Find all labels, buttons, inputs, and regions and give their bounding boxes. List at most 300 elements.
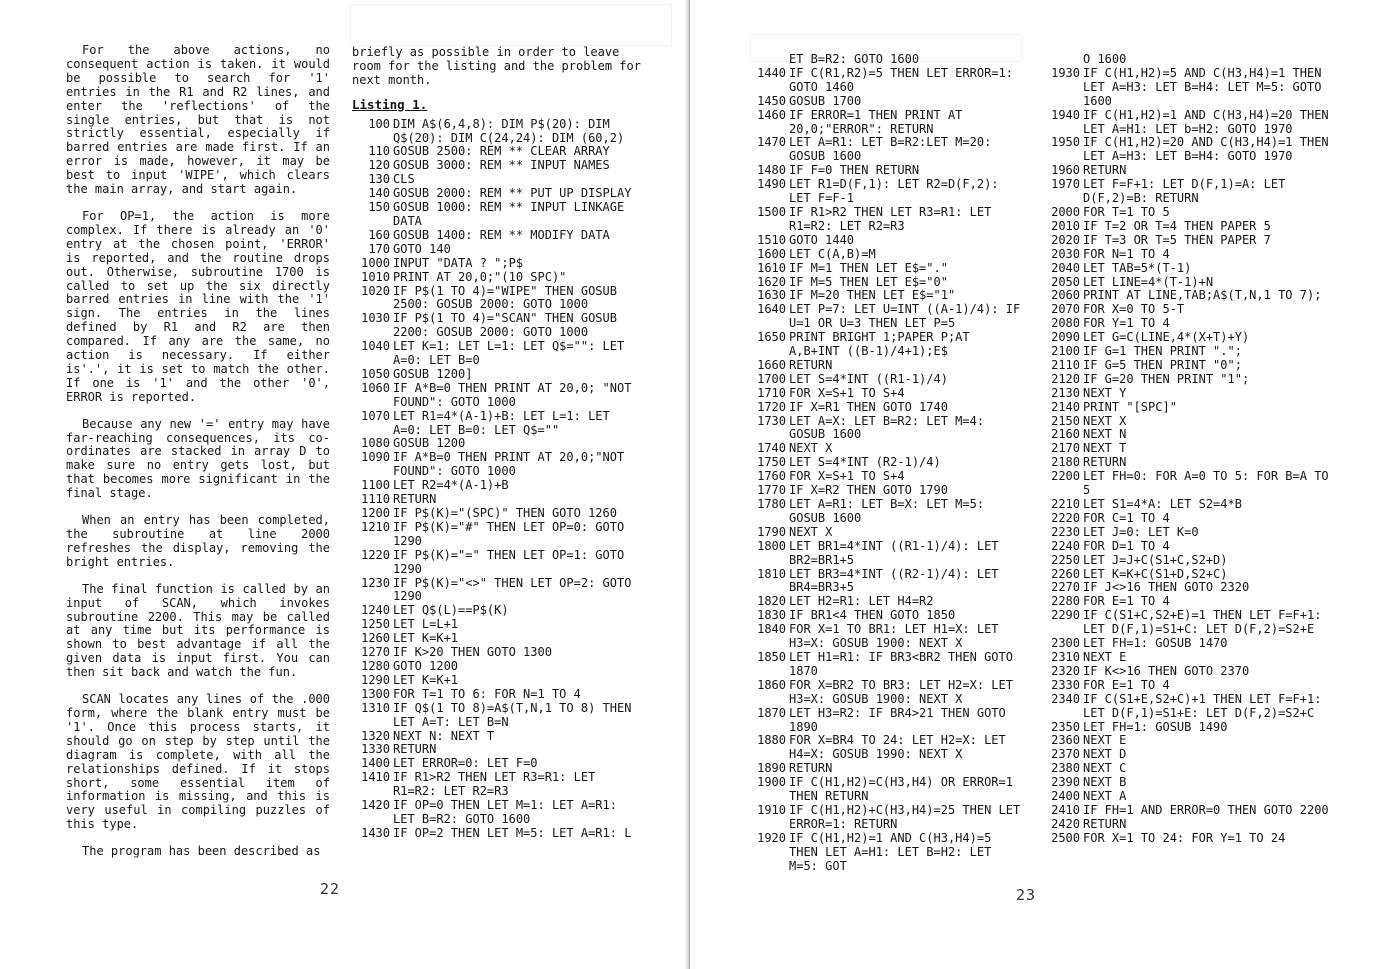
code-line	[1042, 276, 1342, 290]
line-code: LET K=K+C(S1+D,S2+C)	[1083, 566, 1228, 581]
line-code: FOR E=1 TO 4	[1083, 594, 1170, 609]
line-number: 1890	[757, 761, 786, 776]
line-code: IF C(S1+C,S2+E)=1 THEN LET F=F+1: LET D(F,1)=S1+C: LET D(F,2)=S2+E	[1083, 608, 1329, 637]
line-code: IF P$(1 TO 4)="SCAN" THEN GOSUB 2200: GOSUB 2000: GOTO 1000	[393, 311, 625, 340]
line-code: NEXT Y	[1083, 385, 1127, 400]
line-code: IF M=5 THEN LET E$="0"	[789, 274, 948, 289]
line-number: 2240	[1051, 538, 1080, 553]
line-number: 1640	[757, 302, 786, 317]
line-code: IF C(S1+E,S2+C)+1 THEN LET F=F+1: LET D(F,1)=S1+E: LET D(F,2)=S2+C	[1083, 691, 1329, 720]
line-code: IF C(R1,R2)=5 THEN LET ERROR=1: GOTO 1460	[789, 65, 1021, 94]
code-line	[748, 456, 1024, 470]
line-number: 1730	[757, 413, 786, 428]
line-code: IF P$(K)="#" THEN LET OP=0: GOTO 1290	[393, 519, 632, 548]
code-line	[748, 734, 1024, 762]
code-line	[748, 206, 1024, 234]
show-through-shadow	[350, 4, 672, 46]
line-code: IF BR1<4 THEN GOTO 1850	[789, 608, 956, 623]
line-number: 120	[368, 158, 390, 173]
code-line	[1042, 595, 1342, 609]
code-line	[1042, 331, 1342, 345]
line-code: LET J=J+C(S1+C,S2+D)	[1083, 552, 1228, 567]
line-code: IF T=3 OR T=5 THEN PAPER 7	[1083, 232, 1271, 247]
line-number: 2200	[1051, 469, 1080, 484]
code-line	[352, 521, 642, 549]
line-number: 1660	[757, 357, 786, 372]
line-number: 2080	[1051, 316, 1080, 331]
code-line	[748, 67, 1024, 95]
line-code: FOR C=1 TO 4	[1083, 510, 1170, 525]
line-number: 1910	[757, 802, 786, 817]
line-code: GOTO 1200	[393, 658, 459, 673]
line-number: 1250	[361, 617, 390, 632]
line-code: LET K=K+1	[393, 631, 459, 646]
code-line	[748, 707, 1024, 735]
line-number: 1780	[757, 497, 786, 511]
line-number: 2090	[1051, 330, 1080, 345]
line-number: 1280	[361, 658, 390, 673]
line-number: 1700	[757, 371, 786, 386]
code-line	[1042, 498, 1342, 512]
code-line	[1042, 609, 1342, 637]
line-number: 1230	[361, 575, 390, 590]
line-code: IF OP=2 THEN LET M=5: LET A=R1: L	[393, 825, 632, 840]
code-line	[352, 493, 642, 507]
line-number: 2310	[1051, 649, 1080, 664]
line-number: 2210	[1051, 497, 1080, 511]
line-code: FOR N=1 TO 4	[1083, 246, 1170, 261]
code-line	[1042, 512, 1342, 526]
line-number: 1460	[757, 107, 786, 122]
code-line	[352, 827, 642, 841]
line-code: RETURN	[1083, 816, 1127, 831]
code-line	[352, 437, 642, 451]
line-code: IF K>20 THEN GOTO 1300	[393, 645, 552, 660]
line-number: 2260	[1051, 566, 1080, 581]
code-line	[748, 401, 1024, 415]
code-line	[352, 730, 642, 744]
line-code: PRINT "[SPC]"	[1083, 399, 1177, 414]
body-paragraph: SCAN locates any lines of the .000 form, where the blank entry must be '1'. Once this process starts, it should go on step by step until the diagram is complete, with all the relationships defined. If it stops short, some essential item of information is missing, and this is very useful in compiling puzzles of this type.	[66, 692, 330, 832]
line-code: NEXT D	[1083, 747, 1127, 762]
line-number: 1940	[1051, 107, 1080, 122]
line-number: 2020	[1051, 232, 1080, 247]
code-line	[1042, 568, 1342, 582]
line-code: GOTO 140	[393, 241, 451, 256]
code-line	[1042, 470, 1342, 498]
code-line	[1042, 178, 1342, 206]
line-code: IF T=2 OR T=4 THEN PAPER 5	[1083, 218, 1271, 233]
line-number	[1042, 53, 1083, 67]
body-paragraph: The final function is called by an input of SCAN, which invokes subroutine 2200. This may be called at any time but its performance is shown to best advantage if all the given data is input first. You can then sit back and watch the fun.	[66, 581, 330, 680]
code-line	[1042, 721, 1342, 735]
line-code: NEXT N	[1083, 427, 1127, 442]
line-number: 1770	[757, 483, 786, 498]
line-number: 2120	[1051, 371, 1080, 386]
line-number: 1720	[757, 399, 786, 414]
listing-column-right-2	[1042, 53, 1342, 846]
line-code: IF G=20 THEN PRINT "1";	[1083, 371, 1250, 386]
line-code: LET J=0: LET K=0	[1083, 524, 1199, 539]
line-number: 1240	[361, 603, 390, 618]
line-code: LET L=L+1	[393, 617, 459, 632]
code-line	[748, 776, 1024, 804]
code-line	[1042, 665, 1342, 679]
left-page	[0, 0, 690, 969]
line-code: LET TAB=5*(T-1)	[1083, 260, 1192, 275]
listing-lines	[352, 118, 642, 841]
line-code: FOR X=S+1 TO S+4	[789, 385, 905, 400]
code-line	[352, 285, 642, 313]
line-number: 2350	[1051, 719, 1080, 734]
line-code: CLS	[393, 172, 415, 187]
line-code: IF P$(K)="=" THEN LET OP=1: GOTO 1290	[393, 547, 632, 576]
line-number: 2400	[1051, 789, 1080, 804]
line-code: GOSUB 3000: REM ** INPUT NAMES	[393, 158, 610, 173]
line-number: 1100	[361, 478, 390, 493]
code-line	[748, 178, 1024, 206]
line-code: NEXT E	[1083, 649, 1127, 664]
line-code: IF C(H1,H2)=C(H3,H4) OR ERROR=1 THEN RETURN	[789, 775, 1021, 804]
line-number: 2000	[1051, 204, 1080, 219]
line-code: LET A=X: LET B=R2: LET M=4: GOSUB 1600	[789, 413, 992, 442]
code-line	[1042, 748, 1342, 762]
listing-heading: Listing 1.	[352, 96, 428, 112]
code-line	[352, 674, 642, 688]
line-code: RETURN	[789, 357, 833, 372]
code-line	[352, 507, 642, 521]
code-line	[1042, 734, 1342, 748]
code-line	[1042, 526, 1342, 540]
line-number: 2250	[1051, 552, 1080, 567]
line-number: 1830	[757, 608, 786, 623]
line-code: IF X=R2 THEN GOTO 1790	[789, 483, 948, 498]
line-number: 2420	[1051, 816, 1080, 831]
line-code: FOR Y=1 TO 4	[1083, 316, 1170, 331]
line-code: GOSUB 1200]	[393, 366, 473, 381]
line-number: 140	[368, 186, 390, 201]
line-number: 1010	[361, 269, 390, 284]
code-line	[352, 646, 642, 660]
code-line	[748, 331, 1024, 359]
code-line	[1042, 303, 1342, 317]
code-line	[1042, 136, 1342, 164]
code-line	[748, 470, 1024, 484]
line-number: 2290	[1051, 608, 1080, 623]
line-number: 2370	[1051, 747, 1080, 762]
line-number: 1110	[361, 492, 390, 507]
code-line	[352, 479, 642, 493]
code-line	[1042, 428, 1342, 442]
line-code: NEXT T	[1083, 441, 1127, 456]
line-code: NEXT N: NEXT T	[393, 728, 495, 743]
line-number: 1050	[361, 366, 390, 381]
line-code: LET FH=1: GOSUB 1490	[1083, 719, 1228, 734]
line-number: 1930	[1051, 65, 1080, 80]
line-code: PRINT AT LINE,TAB;A$(T,N,1 TO 7);	[1083, 288, 1322, 303]
line-number: 2230	[1051, 524, 1080, 539]
line-code: LET A=R1: LET B=R2:LET M=20: GOSUB 1600	[789, 135, 999, 164]
line-number: 1610	[757, 260, 786, 275]
line-code: LET S=4*INT (R2-1)/4)	[789, 455, 941, 470]
line-number: 2220	[1051, 510, 1080, 525]
line-code: LET BR1=4*INT ((R1-1)/4): LET BR2=BR1+5	[789, 538, 1006, 567]
code-line	[748, 289, 1024, 303]
line-number: 1880	[757, 733, 786, 748]
line-number: 1290	[361, 672, 390, 687]
line-code: IF FH=1 AND ERROR=0 THEN GOTO 2200	[1083, 802, 1329, 817]
line-code: PRINT AT 20,0;"(10 SPC)"	[393, 269, 567, 284]
line-number: 2330	[1051, 677, 1080, 692]
body-paragraph: The program has been described as	[82, 844, 321, 859]
line-number: 1510	[757, 232, 786, 247]
code-line	[1042, 109, 1342, 137]
line-code: GOSUB 2000: REM ** PUT UP DISPLAY	[393, 186, 632, 201]
line-number: 2390	[1051, 775, 1080, 790]
listing-column-right-1	[748, 52, 1028, 873]
line-number: 1220	[361, 547, 390, 562]
code-line	[1042, 776, 1342, 790]
listing-column	[352, 45, 649, 841]
right-page	[690, 0, 1384, 969]
code-line	[1042, 53, 1342, 67]
code-line	[352, 118, 642, 146]
line-code: LET ERROR=0: LET F=0	[393, 756, 538, 771]
line-number: 1960	[1051, 163, 1080, 178]
page-number-right: 23	[1016, 886, 1037, 904]
code-line	[352, 243, 642, 257]
code-line	[1042, 456, 1342, 470]
line-number: 1440	[757, 65, 786, 80]
code-line	[1042, 637, 1342, 651]
line-number: 2280	[1051, 594, 1080, 609]
line-number: 1020	[361, 283, 390, 298]
line-code: IF G=5 THEN PRINT "0";	[1083, 357, 1242, 372]
body-paragraph: For OP=1, the action is more complex. If there is already an '0' entry at the chosen point, 'ERROR' is reported, and the routine drops out. Otherwise, subroutine 1700 is called to set up the six directly barred entries in line with the '1' sign. The entries in the lines defined by R1 and R2 are then compared. If any are the same, no action is necessary. If either is'.', it is set to match the other. If one is '1' and the other '0', ERROR is reported.	[66, 208, 330, 404]
code-line	[1042, 359, 1342, 373]
line-code: LET H2=R1: LET H4=R2	[789, 594, 934, 609]
line-code: LET R2=4*(A-1)+B	[393, 478, 509, 493]
code-line	[352, 271, 642, 285]
line-code: GOSUB 1700	[789, 93, 862, 108]
line-code: IF M=20 THEN LET E$="1"	[789, 288, 956, 303]
line-number: 160	[368, 227, 390, 242]
line-code: LET FH=1: GOSUB 1470	[1083, 636, 1228, 651]
code-line	[748, 526, 1024, 540]
line-code: NEXT E	[1083, 733, 1127, 748]
line-number: 1620	[757, 274, 786, 289]
line-code: FOR X=BR4 TO 24: LET H2=X: LET H4=X: GOSUB 1990: NEXT X	[789, 733, 1013, 762]
line-number: 130	[368, 172, 390, 187]
code-line	[748, 679, 1024, 707]
line-number: 2180	[1051, 455, 1080, 470]
line-code: DIM A$(6,4,8): DIM P$(20): DIM Q$(20): DIM C(24,24): DIM (60,2)	[393, 116, 625, 145]
code-line	[748, 609, 1024, 623]
line-code: LET H1=R1: IF BR3<BR2 THEN GOTO 1870	[789, 649, 1021, 678]
code-line	[352, 757, 642, 771]
line-code: FOR T=1 TO 5	[1083, 204, 1170, 219]
code-line	[1042, 67, 1342, 109]
line-code: LET P=7: LET U=INT ((A-1)/4): IF U=1 OR U=3 THEN LET P=5	[789, 302, 1028, 331]
code-line	[352, 382, 642, 410]
line-code: IF F=0 THEN RETURN	[789, 163, 920, 178]
code-line	[352, 312, 642, 340]
line-number: 1400	[361, 756, 390, 771]
line-code: PRINT BRIGHT 1;PAPER P;AT A,B+INT ((B-1)/4+1);E$	[789, 330, 977, 359]
line-number: 1450	[757, 93, 786, 108]
line-number: 2320	[1051, 663, 1080, 678]
code-line	[748, 802, 1028, 832]
line-number: 1970	[1051, 177, 1080, 192]
code-line	[352, 451, 642, 479]
code-line	[748, 415, 1024, 443]
body-paragraph: Because any new '=' entry may have far-reaching consequences, its co-ordinates are stacked in array D to make sure no entry gets lost, but that becomes more significant in the final stage.	[66, 416, 330, 501]
line-code: LET Q$(L)==P$(K)	[393, 603, 509, 618]
line-code: IF G=1 THEN PRINT ".";	[1083, 344, 1242, 359]
code-line	[1042, 206, 1342, 220]
line-code: GOTO 1440	[789, 232, 855, 247]
line-code: LET F=F+1: LET D(F,1)=A: LET D(F,2)=B: RETURN	[1083, 177, 1293, 206]
code-line	[1042, 762, 1342, 776]
code-line	[748, 136, 1024, 164]
code-line	[1042, 804, 1342, 818]
line-code: NEXT X	[789, 441, 833, 456]
line-number: 1870	[757, 705, 786, 720]
line-number: 1840	[757, 622, 786, 637]
line-number: 1060	[361, 380, 390, 395]
line-code: IF P$(1 TO 4)="WIPE" THEN GOSUB 2500: GOSUB 2000: GOTO 1000	[393, 283, 625, 312]
code-line	[352, 660, 642, 674]
line-number: 1210	[361, 519, 390, 534]
line-code: LET LINE=4*(T-1)+N	[1083, 274, 1214, 289]
line-code: RETURN	[393, 492, 437, 507]
line-number: 2050	[1051, 274, 1080, 289]
code-line	[352, 257, 642, 271]
line-number	[748, 53, 789, 67]
code-line	[748, 387, 1024, 401]
line-code: IF R1>R2 THEN LET R3=R1: LET R1=R2: LET R2=R3	[789, 204, 999, 233]
code-line	[1042, 317, 1342, 331]
code-line	[352, 145, 642, 159]
page-number-left: 22	[320, 880, 341, 898]
code-line	[1042, 818, 1342, 832]
body-paragraph: For the above actions, no consequent action is taken. it would be possible to search for '1' entries in the R1 and R2 lines, and enter the 'reflections' of the single entries, but that is not strictly essential, especially if barred entries are made first. If an error is made, however, it may be best to input 'WIPE', which clears the main array, and start again.	[66, 43, 330, 197]
code-line	[1042, 442, 1342, 456]
code-line	[1042, 220, 1342, 234]
line-code: LET BR3=4*INT ((R2-1)/4): LET BR4=BR3+5	[789, 566, 1006, 595]
line-number: 1650	[757, 330, 786, 345]
code-line	[352, 368, 642, 382]
code-line	[748, 651, 1024, 679]
code-line	[352, 159, 642, 173]
line-code: RETURN	[393, 742, 437, 757]
line-number: 1490	[757, 177, 786, 192]
code-line	[748, 373, 1024, 387]
code-line	[1042, 415, 1342, 429]
line-number: 2270	[1051, 580, 1080, 595]
code-line	[1042, 581, 1342, 595]
line-number: 1410	[361, 770, 390, 785]
line-number: 100	[368, 116, 390, 131]
code-line	[352, 799, 642, 827]
line-number: 2130	[1051, 385, 1080, 400]
code-line	[748, 262, 1024, 276]
code-line	[748, 540, 1024, 568]
line-number: 1300	[361, 686, 390, 701]
line-code: RETURN	[1083, 163, 1127, 178]
line-code: NEXT B	[1083, 775, 1127, 790]
line-code: IF K<>16 THEN GOTO 2370	[1083, 663, 1250, 678]
code-line	[352, 577, 642, 605]
line-number: 2100	[1051, 344, 1080, 359]
line-code: NEXT C	[1083, 761, 1127, 776]
line-number: 1200	[361, 506, 390, 520]
code-line	[748, 95, 1024, 109]
line-code: IF X=R1 THEN GOTO 1740	[789, 399, 948, 414]
code-line	[352, 201, 642, 229]
code-line	[352, 340, 642, 368]
line-number: 1470	[757, 135, 786, 150]
line-code: LET C(A,B)=M	[789, 246, 876, 261]
code-line	[748, 498, 1024, 526]
line-number: 1030	[361, 311, 390, 326]
line-number: 1090	[361, 450, 390, 465]
line-number: 2340	[1051, 691, 1080, 706]
code-line	[1042, 790, 1342, 804]
listing-intro: briefly as possible in order to leave room for the listing and the problem for next month.	[352, 45, 649, 87]
code-line	[1042, 554, 1342, 568]
line-code: GOSUB 1400: REM ** MODIFY DATA	[393, 227, 610, 242]
code-line	[1042, 387, 1342, 401]
line-code: ET B=R2: GOTO 1600	[789, 52, 920, 66]
code-line	[352, 604, 642, 618]
line-number: 1900	[757, 775, 786, 790]
code-line	[352, 173, 642, 187]
line-number: 2160	[1051, 427, 1080, 442]
body-paragraph: When an entry has been completed, the subroutine at line 2000 refreshes the display, removing the bright entries.	[66, 513, 330, 569]
line-code: LET H3=R2: IF BR4>21 THEN GOTO 1890	[789, 705, 1013, 734]
line-code: FOR T=1 TO 6: FOR N=1 TO 4	[393, 686, 581, 701]
line-code: GOSUB 1000: REM ** INPUT LINKAGE DATA	[393, 200, 632, 228]
line-code: INPUT "DATA ? ";P$	[393, 255, 524, 270]
code-line	[748, 623, 1024, 651]
line-code: FOR X=BR2 TO BR3: LET H2=X: LET H3=X: GOSUB 1900: NEXT X	[789, 677, 1021, 706]
line-number: 1080	[361, 436, 390, 451]
line-number: 1850	[757, 649, 786, 664]
line-number: 1710	[757, 385, 786, 400]
line-code: FOR X=S+1 TO S+4	[789, 469, 905, 484]
article-text-column	[66, 44, 330, 872]
line-code: FOR X=0 TO 5-T	[1083, 302, 1185, 317]
code-line	[748, 568, 1024, 596]
line-code: LET K=K+1	[393, 672, 459, 687]
line-number: 2060	[1051, 288, 1080, 303]
code-line	[748, 359, 1024, 373]
line-code: IF OP=0 THEN LET M=1: LET A=R1: LET B=R2: GOTO 1600	[393, 798, 625, 826]
code-line	[1042, 289, 1342, 303]
code-line	[1042, 345, 1342, 359]
line-number: 2500	[1051, 830, 1080, 845]
line-number: 1040	[361, 339, 390, 354]
line-code: LET S1=4*A: LET S2=4*B	[1083, 497, 1242, 511]
code-line	[352, 702, 642, 730]
line-number: 1330	[361, 742, 390, 757]
line-number: 2360	[1051, 733, 1080, 748]
line-number: 1320	[361, 728, 390, 743]
line-number: 2010	[1051, 218, 1080, 233]
line-number: 1480	[757, 163, 786, 178]
code-line	[1042, 693, 1342, 721]
